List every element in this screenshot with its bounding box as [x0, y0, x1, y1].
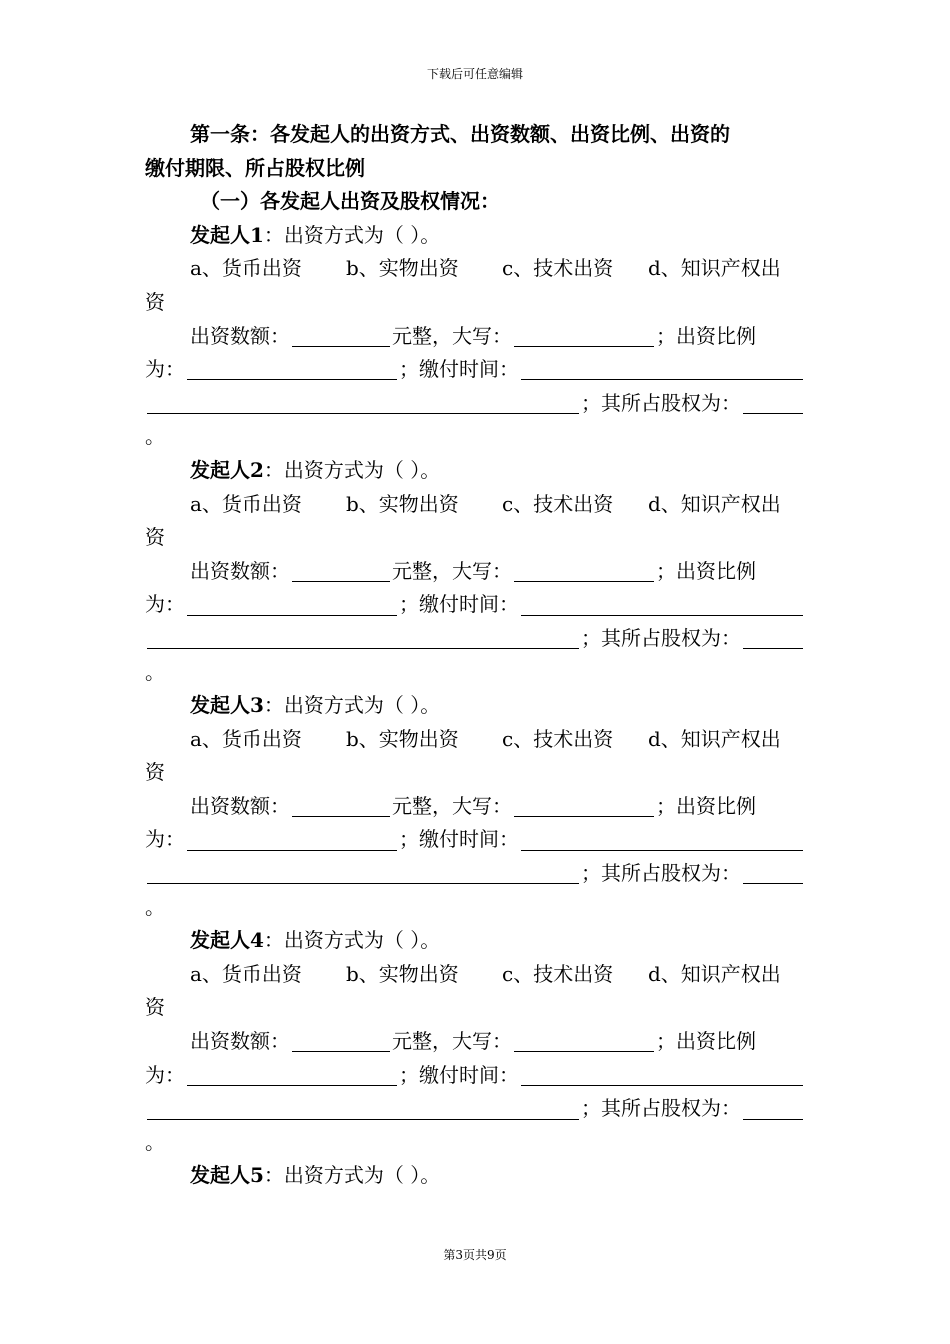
- time-label: ；缴付时间：: [399, 592, 519, 617]
- end-mark: 。: [145, 659, 165, 684]
- ratio-cont: 为：: [145, 1062, 185, 1087]
- page-footer: 第3页共9页: [443, 1248, 507, 1262]
- yuan-label: 元整，大写：: [392, 558, 512, 583]
- method-label: ：出资方式为（ ）。: [263, 222, 441, 247]
- option-d: d、知识产权出: [648, 726, 781, 751]
- options-line: [145, 723, 805, 757]
- amount-blank[interactable]: [292, 326, 390, 347]
- option-d-cont: 资: [145, 289, 165, 314]
- ratio-blank[interactable]: [187, 359, 397, 380]
- equity-blank[interactable]: [743, 863, 803, 884]
- capital-words-blank[interactable]: [514, 1031, 654, 1052]
- amount-label: 出资数额：: [190, 1029, 290, 1054]
- article-title-line1: 第一条：各发起人的出资方式、出资数额、出资比例、出资的: [190, 122, 730, 146]
- promoter-name: 发起人1: [190, 222, 264, 247]
- options-line: [145, 488, 805, 522]
- amount-blank[interactable]: [292, 1031, 390, 1052]
- ratio-blank[interactable]: [187, 830, 397, 851]
- method-label: ：出资方式为（ ）。: [263, 1163, 441, 1188]
- method-label: ：出资方式为（ ）。: [263, 457, 441, 482]
- amount-label: 出资数额：: [190, 793, 290, 818]
- promoter-name: 发起人4: [190, 928, 264, 953]
- end-mark: 。: [145, 894, 165, 919]
- ratio-cont: 为：: [145, 592, 185, 617]
- options-line: [145, 958, 805, 992]
- option-d-cont: 资: [145, 760, 165, 785]
- time-blank-cont[interactable]: [147, 1099, 579, 1120]
- amount-label: 出资数额：: [190, 558, 290, 583]
- option-a: a、货币出资: [190, 256, 302, 281]
- yuan-label: 元整，大写：: [392, 323, 512, 348]
- option-d-cont: 资: [145, 525, 165, 550]
- option-c: c、技术出资: [502, 256, 614, 281]
- promoter-name: 发起人2: [190, 457, 264, 482]
- yuan-label: 元整，大写：: [392, 1029, 512, 1054]
- option-a: a、货币出资: [190, 726, 302, 751]
- ratio-label: ；出资比例: [656, 1029, 756, 1054]
- ratio-label: ；出资比例: [656, 323, 756, 348]
- end-mark: 。: [145, 424, 165, 449]
- option-a: a、货币出资: [190, 491, 302, 516]
- equity-label: ；其所占股权为：: [581, 625, 741, 650]
- equity-label: ；其所占股权为：: [581, 1096, 741, 1121]
- option-b: b、实物出资: [346, 256, 459, 281]
- promoter-name: 发起人3: [190, 693, 264, 718]
- equity-blank[interactable]: [743, 1099, 803, 1120]
- equity-blank[interactable]: [743, 628, 803, 649]
- amount-label: 出资数额：: [190, 323, 290, 348]
- option-b: b、实物出资: [346, 726, 459, 751]
- promoter-block-2: [145, 454, 805, 689]
- options-line: [145, 252, 805, 286]
- end-mark: 。: [145, 1129, 165, 1154]
- equity-blank[interactable]: [743, 393, 803, 414]
- ratio-label: ；出资比例: [656, 558, 756, 583]
- time-blank-cont[interactable]: [147, 628, 579, 649]
- ratio-label: ；出资比例: [656, 793, 756, 818]
- option-d: d、知识产权出: [648, 256, 781, 281]
- ratio-cont: 为：: [145, 827, 185, 852]
- option-c: c、技术出资: [502, 961, 614, 986]
- document-body: [145, 118, 805, 1193]
- promoter-block-1: [145, 219, 805, 454]
- ratio-blank[interactable]: [187, 595, 397, 616]
- time-blank[interactable]: [521, 595, 803, 616]
- option-c: c、技术出资: [502, 726, 614, 751]
- option-b: b、实物出资: [346, 491, 459, 516]
- option-b: b、实物出资: [346, 961, 459, 986]
- time-blank[interactable]: [521, 830, 803, 851]
- option-a: a、货币出资: [190, 961, 302, 986]
- amount-blank[interactable]: [292, 796, 390, 817]
- method-label: ：出资方式为（ ）。: [263, 693, 441, 718]
- article-title-line2: 缴付期限、所占股权比例: [145, 155, 365, 180]
- option-d-cont: 资: [145, 995, 165, 1020]
- ratio-blank[interactable]: [187, 1065, 397, 1086]
- method-label: ：出资方式为（ ）。: [263, 928, 441, 953]
- time-blank-cont[interactable]: [147, 863, 579, 884]
- promoter-block-4: [145, 924, 805, 1159]
- time-blank-cont[interactable]: [147, 393, 579, 414]
- yuan-label: 元整，大写：: [392, 793, 512, 818]
- option-d: d、知识产权出: [648, 961, 781, 986]
- promoter-block-3: [145, 689, 805, 924]
- option-c: c、技术出资: [502, 491, 614, 516]
- time-label: ；缴付时间：: [399, 357, 519, 382]
- equity-label: ；其所占股权为：: [581, 861, 741, 886]
- time-label: ；缴付时间：: [399, 827, 519, 852]
- amount-blank[interactable]: [292, 561, 390, 582]
- subheading: （一）各发起人出资及股权情况：: [200, 189, 500, 214]
- page-header: 下载后可任意编辑: [426, 67, 523, 81]
- time-blank[interactable]: [521, 1065, 803, 1086]
- time-blank[interactable]: [521, 359, 803, 380]
- capital-words-blank[interactable]: [514, 561, 654, 582]
- option-d: d、知识产权出: [648, 491, 781, 516]
- capital-words-blank[interactable]: [514, 326, 654, 347]
- promoter-name: 发起人5: [190, 1163, 264, 1188]
- time-label: ；缴付时间：: [399, 1062, 519, 1087]
- capital-words-blank[interactable]: [514, 796, 654, 817]
- promoter-block-5: [145, 1159, 805, 1193]
- ratio-cont: 为：: [145, 357, 185, 382]
- equity-label: ；其所占股权为：: [581, 390, 741, 415]
